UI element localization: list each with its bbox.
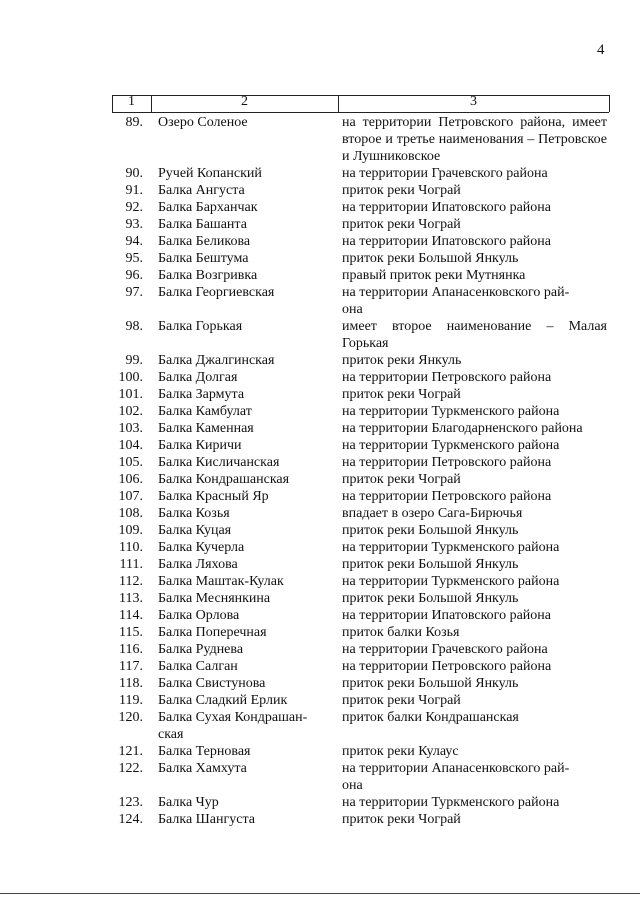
row-number: 119. [119, 693, 143, 708]
row-description: приток реки Большой Янкуль [342, 557, 519, 572]
row-description: на территории Благодарненского района [342, 421, 583, 436]
row-number: 124. [118, 812, 143, 827]
row-description: приток реки Чограй [342, 472, 461, 487]
row-description: на территории Петровского района, имеет второе и третье наименования – Петровское и Лушниковское [342, 115, 607, 164]
row-number: 104. [118, 438, 143, 453]
row-number: 101. [118, 387, 143, 402]
row-name: Балка Барханчак [158, 200, 258, 215]
row-name: Балка Свистунова [158, 676, 266, 691]
row-description: приток реки Чограй [342, 812, 461, 827]
table-row [0, 182, 640, 199]
table-row [0, 794, 640, 811]
row-name: Балка Киричи [158, 438, 242, 453]
table-row [0, 743, 640, 760]
row-name: Балка Кондрашанская [158, 472, 290, 487]
row-name: Балка Беликова [158, 234, 251, 249]
row-name: Балка Долгая [158, 370, 238, 385]
row-description: на территории Туркменского района [342, 404, 560, 419]
header-col-description: 3 [470, 94, 477, 109]
row-name: Балка Кисличанская [158, 455, 280, 470]
row-name: Балка Горькая [158, 319, 243, 334]
table-row [0, 165, 640, 182]
row-description: на территории Туркменского района [342, 540, 560, 555]
row-description: на территории Туркменского района [342, 438, 560, 453]
row-description: приток реки Большой Янкуль [342, 251, 519, 266]
row-name: Балка Кучерла [158, 540, 245, 555]
row-number: 111. [119, 557, 143, 572]
row-number: 108. [118, 506, 143, 521]
table-row [0, 556, 640, 573]
row-name: Балка Поперечная [158, 625, 267, 640]
table-row [0, 471, 640, 488]
row-name: Балка Ляхова [158, 557, 238, 572]
header-col-name: 2 [241, 94, 248, 109]
page-number: 4 [597, 42, 605, 58]
row-description: на территории Грачевского района [342, 166, 548, 181]
row-number: 118. [119, 676, 143, 691]
row-name: Балка Башанта [158, 217, 247, 232]
row-name: Ручей Копанский [158, 166, 262, 181]
row-number: 122. [118, 761, 143, 776]
row-number: 115. [119, 625, 143, 640]
row-description: на территории Апанасенковского рай- она [342, 285, 570, 317]
row-name: Балка Руднева [158, 642, 244, 657]
row-name: Озеро Соленое [158, 115, 248, 130]
row-description: приток балки Кондрашанская [342, 710, 519, 725]
row-name: Балка Хамхута [158, 761, 247, 776]
row-name: Балка Козья [158, 506, 230, 521]
row-description: приток реки Большой Янкуль [342, 523, 519, 538]
row-number: 97. [125, 285, 143, 300]
row-name: Балка Георгиевская [158, 285, 275, 300]
row-description: правый приток реки Мутнянка [342, 268, 526, 283]
row-description: имеет второе наименование – Малая Горькая [342, 319, 607, 351]
table-row [0, 267, 640, 284]
table-row [0, 250, 640, 267]
row-number: 123. [118, 795, 143, 810]
row-name: Балка Красный Яр [158, 489, 269, 504]
table-row [0, 318, 640, 352]
row-description: на территории Ипатовского района [342, 200, 551, 215]
table-row [0, 539, 640, 556]
row-name: Балка Орлова [158, 608, 240, 623]
row-number: 113. [119, 591, 143, 606]
row-name: Балка Салган [158, 659, 238, 674]
row-description: приток реки Большой Янкуль [342, 591, 519, 606]
row-number: 89. [125, 115, 143, 130]
row-name: Балка Терновая [158, 744, 251, 759]
row-number: 92. [125, 200, 143, 215]
row-number: 107. [118, 489, 143, 504]
row-name: Балка Сухая Кондрашан- ская [158, 710, 308, 742]
table-row [0, 641, 640, 658]
table-row [0, 692, 640, 709]
row-number: 99. [125, 353, 143, 368]
row-number: 121. [118, 744, 143, 759]
row-description: впадает в озеро Сага-Бирючья [342, 506, 523, 521]
page-bottom-border [0, 893, 640, 894]
row-description: приток реки Большой Янкуль [342, 676, 519, 691]
row-description: на территории Ипатовского района [342, 234, 551, 249]
row-name: Балка Меснянкина [158, 591, 271, 606]
row-number: 103. [118, 421, 143, 436]
table-row [0, 369, 640, 386]
row-description: на территории Петровского района [342, 455, 552, 470]
row-name: Балка Камбулат [158, 404, 252, 419]
table-row [0, 760, 640, 794]
table-row [0, 624, 640, 641]
table-row [0, 199, 640, 216]
table-row [0, 284, 640, 318]
table-row [0, 437, 640, 454]
row-number: 109. [118, 523, 143, 538]
row-description: на территории Петровского района [342, 659, 552, 674]
row-description: приток реки Чограй [342, 693, 461, 708]
row-number: 106. [118, 472, 143, 487]
row-name: Балка Каменная [158, 421, 254, 436]
table-row [0, 573, 640, 590]
table-row [0, 386, 640, 403]
table-row [0, 811, 640, 828]
table-row [0, 505, 640, 522]
row-description: на территории Ипатовского района [342, 608, 551, 623]
row-description: приток балки Козья [342, 625, 460, 640]
row-number: 93. [125, 217, 143, 232]
row-description: на территории Туркменского района [342, 795, 560, 810]
table-row [0, 709, 640, 743]
table-row [0, 216, 640, 233]
table-row [0, 675, 640, 692]
row-description: на территории Туркменского района [342, 574, 560, 589]
row-number: 120. [118, 710, 143, 725]
row-description: приток реки Кулаус [342, 744, 459, 759]
row-number: 98. [125, 319, 143, 334]
header-bottom-border [112, 112, 609, 113]
row-number: 110. [119, 540, 143, 555]
row-name: Балка Джалгинская [158, 353, 275, 368]
row-number: 105. [118, 455, 143, 470]
row-number: 117. [119, 659, 143, 674]
row-number: 116. [119, 642, 143, 657]
row-description: приток реки Чограй [342, 387, 461, 402]
table-row [0, 658, 640, 675]
row-number: 94. [125, 234, 143, 249]
row-number: 90. [125, 166, 143, 181]
row-name: Балка Куцая [158, 523, 232, 538]
table-row [0, 488, 640, 505]
table-row [0, 522, 640, 539]
table-row [0, 590, 640, 607]
row-number: 95. [125, 251, 143, 266]
table-row [0, 352, 640, 369]
row-number: 100. [118, 370, 143, 385]
row-number: 112. [119, 574, 143, 589]
row-number: 91. [125, 183, 143, 198]
row-name: Балка Сладкий Ерлик [158, 693, 288, 708]
row-name: Балка Зармута [158, 387, 245, 402]
row-number: 102. [118, 404, 143, 419]
row-description: на территории Петровского района [342, 489, 552, 504]
row-description: приток реки Чограй [342, 217, 461, 232]
row-name: Балка Возгривка [158, 268, 258, 283]
row-description: на территории Грачевского района [342, 642, 548, 657]
table-row [0, 420, 640, 437]
row-name: Балка Чур [158, 795, 219, 810]
table-row [0, 607, 640, 624]
row-number: 96. [125, 268, 143, 283]
row-name: Балка Маштак-Кулак [158, 574, 284, 589]
row-name: Балка Шангуста [158, 812, 255, 827]
row-description: приток реки Чограй [342, 183, 461, 198]
header-col-number: 1 [128, 94, 135, 109]
row-description: на территории Апанасенковского рай- она [342, 761, 570, 793]
row-number: 114. [119, 608, 143, 623]
row-description: приток реки Янкуль [342, 353, 462, 368]
table-row [0, 403, 640, 420]
table-row [0, 454, 640, 471]
row-description: на территории Петровского района [342, 370, 552, 385]
row-name: Балка Ангуста [158, 183, 245, 198]
table-row [0, 233, 640, 250]
header-border-right [609, 95, 610, 112]
table-row [0, 114, 640, 165]
row-name: Балка Бештума [158, 251, 249, 266]
